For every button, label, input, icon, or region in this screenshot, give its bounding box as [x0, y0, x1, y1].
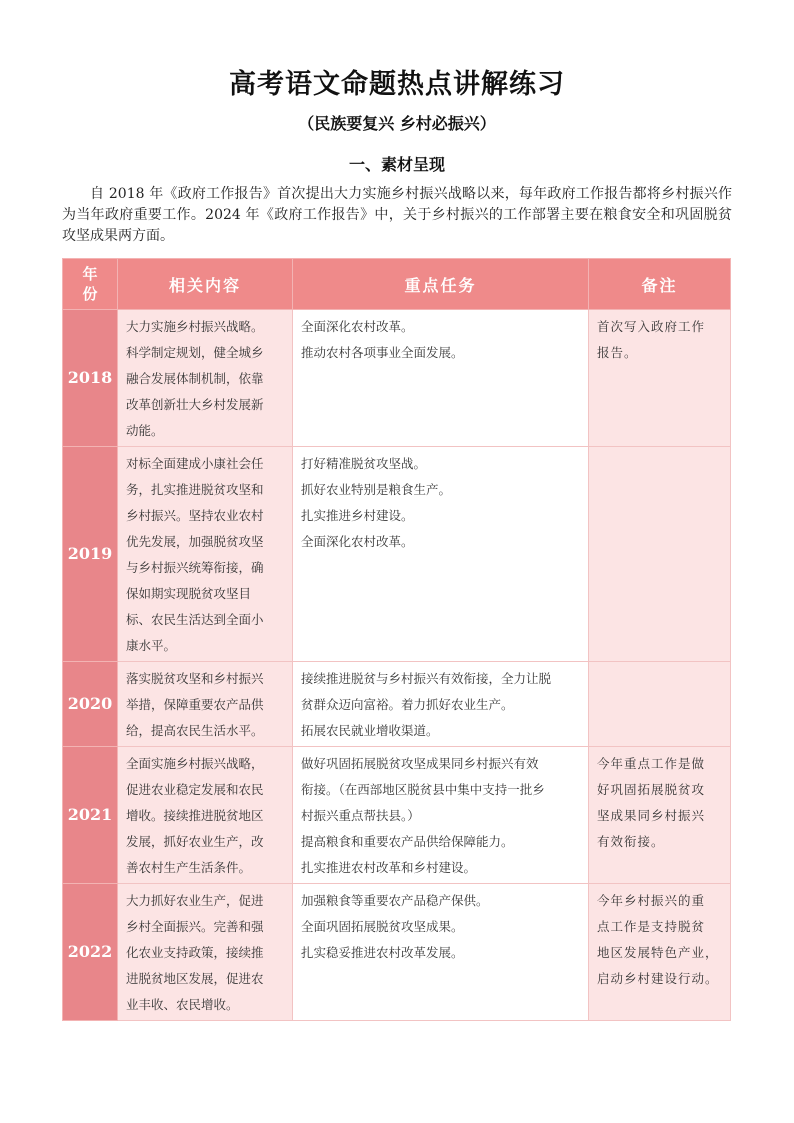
row-year: 2018	[63, 310, 118, 447]
row-related	[118, 447, 293, 662]
note-line: 有效衔接。	[597, 834, 665, 849]
page-subtitle: （民族要复兴 乡村必振兴）	[298, 114, 496, 133]
related-line: 全面实施乡村振兴战略，	[126, 756, 264, 771]
note-line: 好巩固拓展脱贫攻	[597, 782, 706, 797]
task-line: 加强粮食等重要农产品稳产保供。	[301, 893, 489, 908]
related-line: 促进农业稳定发展和农民	[126, 782, 264, 797]
note-line: 启动乡村建设行动。	[597, 971, 719, 986]
related-line: 优先发展，加强脱贫攻坚	[126, 534, 264, 549]
related-line: 乡村振兴。坚持农业农村	[126, 508, 264, 523]
related-line: 动能。	[126, 423, 164, 438]
header-year-line: 年	[82, 265, 98, 283]
related-line: 举措，保障重要农产品供	[126, 697, 264, 712]
related-line: 保如期实现脱贫攻坚目	[126, 586, 252, 601]
row-task	[293, 310, 589, 447]
related-line: 与乡村振兴统筹衔接，确	[126, 560, 264, 575]
task-line: 拓展农民就业增收渠道。	[301, 723, 439, 738]
note-line: 点工作是支持脱贫	[597, 919, 706, 934]
related-line: 大力实施乡村振兴战略。	[126, 319, 264, 334]
note-line: 坚成果同乡村振兴	[597, 808, 706, 823]
row-related	[118, 747, 293, 884]
task-line: 全面深化农村改革。	[301, 319, 414, 334]
header-related: 相关内容	[118, 259, 293, 310]
row-year: 2019	[63, 447, 118, 662]
row-task	[293, 747, 589, 884]
row-note	[589, 662, 731, 747]
related-line: 科学制定规划，健全城乡	[126, 345, 264, 360]
row-note	[589, 747, 731, 884]
table-row	[63, 447, 731, 662]
task-line: 贫群众迈向富裕。着力抓好农业生产。	[301, 697, 514, 712]
row-related	[118, 662, 293, 747]
header-year	[63, 259, 118, 310]
task-line: 扎实推进农村改革和乡村建设。	[301, 860, 477, 875]
header-tasks: 重点任务	[293, 259, 589, 310]
table-header-row	[63, 259, 731, 310]
note-line: 今年乡村振兴的重	[597, 893, 706, 908]
row-year: 2022	[63, 884, 118, 1021]
section-heading: 一、素材呈现	[348, 155, 445, 174]
row-year: 2021	[63, 747, 118, 884]
task-line: 打好精准脱贫攻坚战。	[301, 456, 427, 471]
note-line: 地区发展特色产业，	[597, 945, 719, 960]
task-line: 扎实稳妥推进农村改革发展。	[301, 945, 464, 960]
row-year: 2020	[63, 662, 118, 747]
related-line: 乡村全面振兴。完善和强	[126, 919, 264, 934]
row-task	[293, 662, 589, 747]
row-note	[589, 310, 731, 447]
related-line: 对标全面建成小康社会任	[126, 456, 264, 471]
header-note: 备注	[589, 259, 731, 310]
related-line: 改革创新壮大乡村发展新	[126, 397, 264, 412]
row-related	[118, 310, 293, 447]
row-note	[589, 447, 731, 662]
task-line: 推动农村各项事业全面发展。	[301, 345, 464, 360]
related-line: 业丰收、农民增收。	[126, 997, 239, 1012]
task-line: 扎实推进乡村建设。	[301, 508, 414, 523]
table-row	[63, 310, 731, 447]
page-title: 高考语文命题热点讲解练习	[229, 69, 565, 100]
related-line: 落实脱贫攻坚和乡村振兴	[126, 671, 264, 686]
note-line: 首次写入政府工作	[597, 319, 706, 334]
related-line: 善农村生产生活条件。	[126, 860, 252, 875]
related-line: 大力抓好农业生产，促进	[126, 893, 264, 908]
intro-paragraph: 自 2018 年《政府工作报告》首次提出大力实施乡村振兴战略以来，每年政府工作报告都将乡村振兴作为当年政府重要工作。2024 年《政府工作报告》中，关于乡村振兴的工作部署主要在粮食安全和巩固脱贫攻坚成果两方面。	[62, 186, 732, 244]
task-line: 村振兴重点帮扶县。）	[301, 808, 420, 823]
task-line: 做好巩固拓展脱贫攻坚成果同乡村振兴有效	[301, 756, 539, 771]
table-row	[63, 884, 731, 1021]
related-line: 发展，抓好农业生产，改	[126, 834, 264, 849]
note-line: 今年重点工作是做	[597, 756, 706, 771]
task-line: 衔接。（在西部地区脱贫县中集中支持一批乡	[301, 782, 545, 797]
related-line: 务，扎实推进脱贫攻坚和	[126, 482, 264, 497]
related-line: 融合发展体制机制，依靠	[126, 371, 264, 386]
task-line: 提高粮食和重要农产品供给保障能力。	[301, 834, 514, 849]
task-line: 全面巩固拓展脱贫攻坚成果。	[301, 919, 464, 934]
table-row	[63, 662, 731, 747]
related-line: 康水平。	[126, 638, 177, 653]
note-line: 报告。	[597, 345, 638, 360]
related-line: 进脱贫地区发展，促进农	[126, 971, 264, 986]
row-task	[293, 884, 589, 1021]
row-related	[118, 884, 293, 1021]
policy-table	[62, 258, 731, 1021]
task-line: 接续推进脱贫与乡村振兴有效衔接，全力让脱	[301, 671, 552, 686]
task-line: 全面深化农村改革。	[301, 534, 414, 549]
related-line: 标、农民生活达到全面小	[126, 612, 264, 627]
table-row	[63, 747, 731, 884]
task-line: 抓好农业特别是粮食生产。	[301, 482, 452, 497]
row-task	[293, 447, 589, 662]
related-line: 增收。接续推进脱贫地区	[126, 808, 264, 823]
related-line: 给，提高农民生活水平。	[126, 723, 264, 738]
header-year-line: 份	[82, 285, 98, 303]
related-line: 化农业支持政策，接续推	[126, 945, 264, 960]
row-note	[589, 884, 731, 1021]
